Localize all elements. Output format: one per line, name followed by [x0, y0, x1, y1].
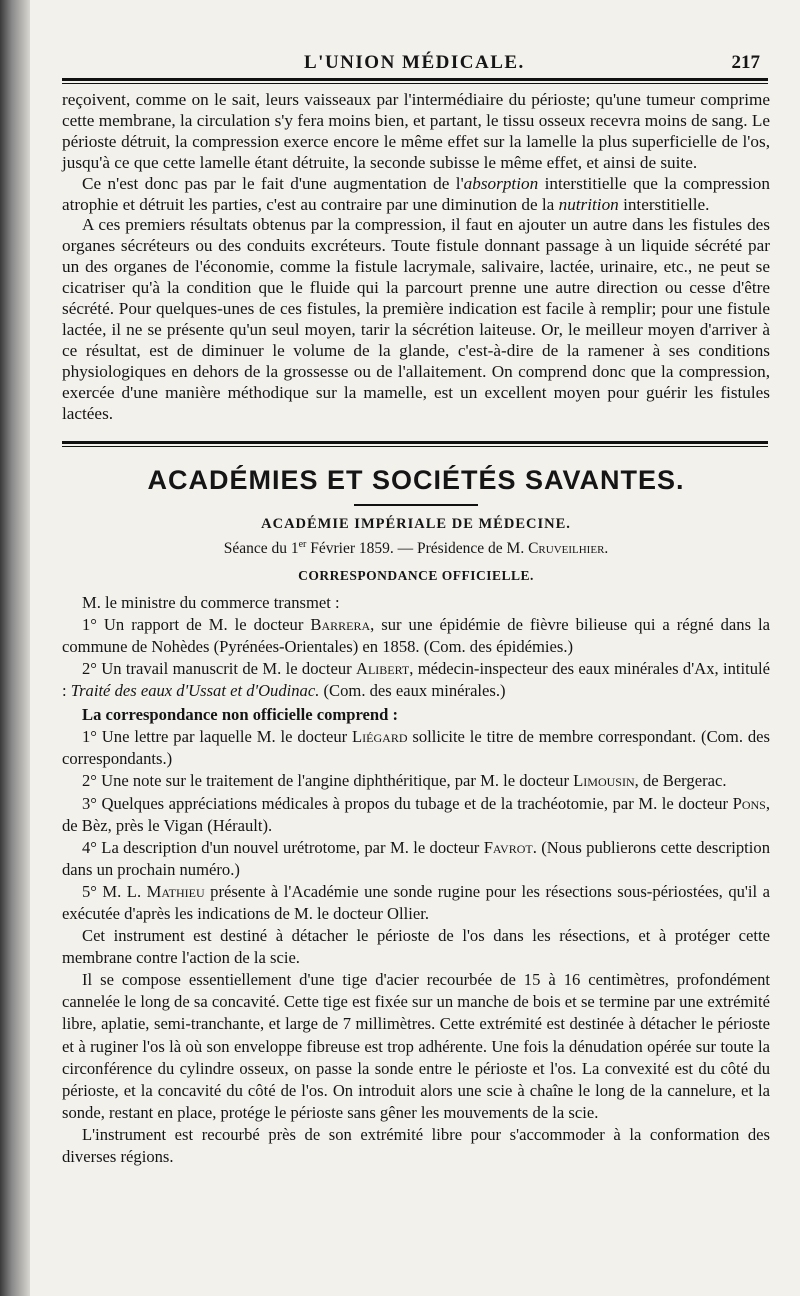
nonofficial-heading: La correspondance non officielle comprend :: [82, 705, 399, 725]
emphasis-nutrition: nutrition: [558, 194, 619, 214]
section-divider: [62, 441, 768, 447]
session-line: Séance du 1er Février 1859. — Présidence de M. Cruveilhier.: [223, 538, 609, 557]
paragraph-1: reçoivent, comme on le sait, leurs vaisseaux par l'intermédiaire du périoste; qu'une tumeur comprime cette membrane, la circulation s'y fera moins bien, et partant, le tissu osseux recevra moins de sang. Le périoste détruit, la compression exerce encore le même effet sur la lamelle la plus superficielle de l'os, jusqu'à ce que cette lamelle étant détruite, la seconde subisse le même effet, et ainsi de suite.: [62, 90, 770, 172]
section-title: ACADÉMIES ET SOCIÉTÉS SAVANTES.: [147, 464, 685, 495]
section-title-underline: [354, 504, 478, 506]
page-header: [62, 0, 770, 78]
emphasis-absorption: absorption: [463, 173, 539, 193]
instrument-paragraph-2: Il se compose essentiellement d'une tige d'acier recourbée de 15 à 16 centimètres, profondément cannelée le long de sa concavité. Cette tige est fixée sur un manche de bois et se termine par une extrémité libre, aplatie, semi-tranchante, et large de 7 millimètres. Cette extrémité est destinée à détacher le périoste et à ruginer l'os là où son enveloppe fibreuse est trop adhérente. Une fois la dénudation opérée sur toute la circonférence du cylindre osseux, on passe la sonde entre le périoste et l'os. La convexité est du côté du périoste, et la concavité du côté de l'os. On introduit alors une scie à chaîne le long de la cannelure, et la sonde, restant en place, protége le périoste sans gêner les mouvements de la scie.: [62, 970, 770, 1122]
nonofficial-item-3: 3° Quelques appréciations médicales à propos du tubage et de la trachéotomie, par M. le docteur Pons, de Bèz, près le Vigan (Hérault).: [62, 793, 770, 835]
session-body: [62, 592, 770, 1168]
paragraph-3: A ces premiers résultats obtenus par la compression, il faut en ajouter un autre dans les fistules des organes sécréteurs ou des conduits excréteurs. Toute fistule donnant passage à un liquide sécrété par un des organes de l'économie, comme la fistule lacrymale, salivaire, lactée, urinaire, etc., ne peut se cicatriser qu'à la condition que le fluide qui la parcourt prenne une autre direction ou cesse d'être sécrété. Pour quelques-unes de ces fistules, la première indication est facile à remplir; pour une fistule lactée, il ne se présente qu'un seul moyen, tarir la sécrétion laiteuse. Or, le meilleur moyen d'arriver à ce résultat, est de diminuer le volume de la glande, c'est-à-dire de la ramener à ses conditions physiologiques en dehors de la grossesse ou de l'allaitement. On comprend donc que la compression, exercée d'une manière méthodique sur la mamelle, est un excellent moyen pour guérir les fistules lactées.: [62, 215, 770, 423]
nonofficial-item-4: 4° La description d'un nouvel urétrotome, par M. le docteur Favrot. (Nous publierons cette description dans un prochain numéro.): [62, 837, 770, 879]
page-number: 217: [731, 52, 760, 73]
nonofficial-item-2: 2° Une note sur le traitement de l'angine diphthéritique, par M. le docteur Limousin, de Bergerac.: [82, 771, 727, 791]
academy-heading: ACADÉMIE IMPÉRIALE DE MÉDECINE.: [261, 515, 571, 532]
article-body: [62, 90, 770, 425]
instrument-paragraph-1: Cet instrument est destiné à détacher le périoste de l'os dans les résections, et à protéger cette membrane contre l'action de la scie.: [62, 926, 770, 968]
official-item-1: 1° Un rapport de M. le docteur Barrera, sur une épidémie de fièvre bilieuse qui a régné dans la commune de Nohèdes (Pyrénées-Orientales) en 1858. (Com. des épidémies.): [62, 614, 770, 656]
nonofficial-item-5: 5° M. L. Mathieu présente à l'Académie une sonde rugine pour les résections sous-périostées, qu'il a exécutée d'après les indications de M. le docteur Ollier.: [62, 881, 770, 923]
header-rule: [62, 78, 768, 84]
book-spine-shadow: [0, 0, 30, 1296]
paragraph-2: Ce n'est donc pas par le fait d'une augmentation de l'absorption interstitielle que la compression atrophie et détruit les parties, c'est au contraire par une diminution de la nutrition interstitielle.: [62, 173, 770, 214]
running-title: L'UNION MÉDICALE.: [304, 52, 525, 73]
correspondence-heading: CORRESPONDANCE OFFICIELLE.: [298, 567, 534, 583]
official-item-2: 2° Un travail manuscrit de M. le docteur Alibert, médecin-inspecteur des eaux minérales d'Ax, intitulé : Traité des eaux d'Ussat et d'Oudinac. (Com. des eaux minérales.): [62, 658, 770, 701]
nonofficial-item-1: 1° Une lettre par laquelle M. le docteur Liégard sollicite le titre de membre correspondant. (Com. des correspondants.): [62, 727, 770, 769]
instrument-paragraph-3: L'instrument est recourbé près de son extrémité libre pour s'accommoder à la conformation des diverses régions.: [62, 1124, 770, 1166]
minister-line: M. le ministre du commerce transmet :: [82, 592, 340, 612]
